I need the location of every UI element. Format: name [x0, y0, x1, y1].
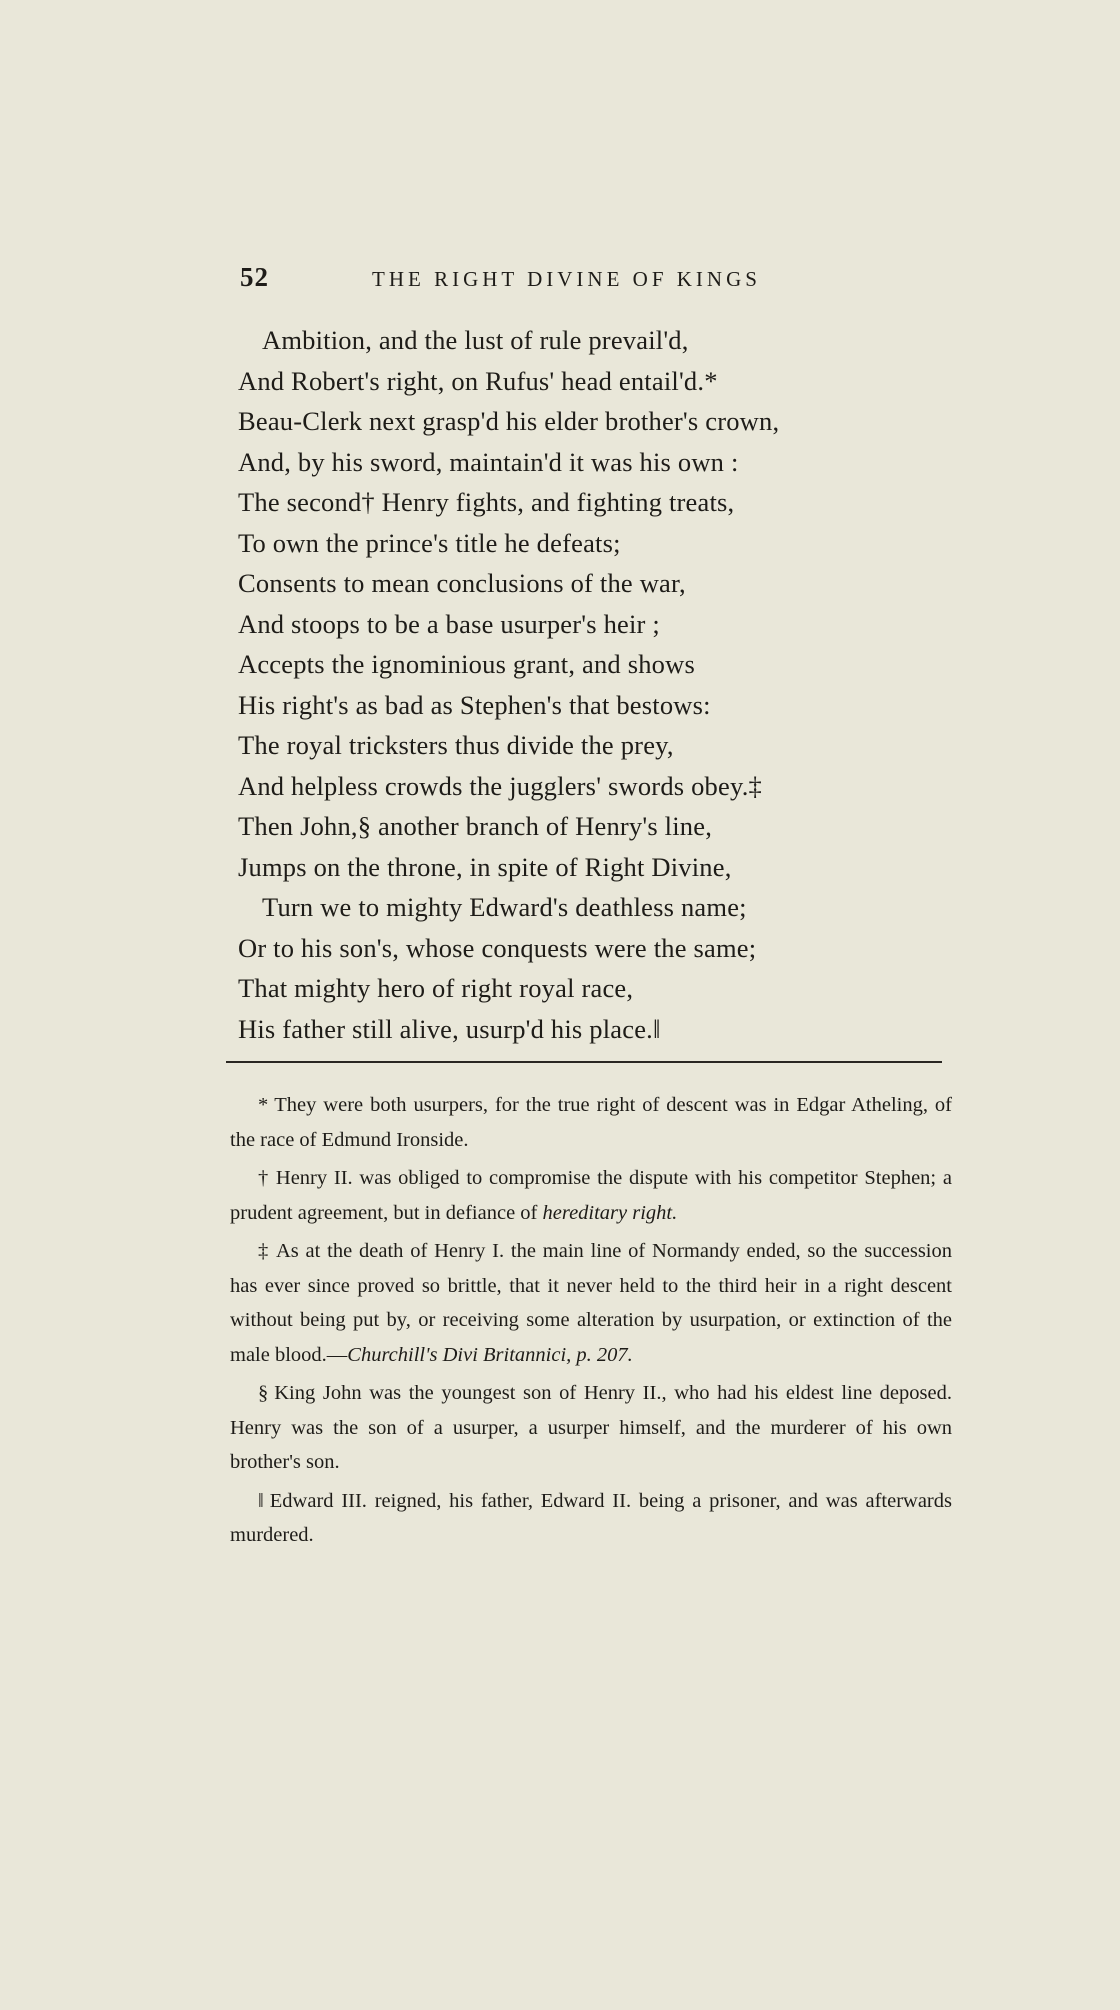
verse-line: Or to his son's, whose conquests were the same; [238, 932, 757, 963]
verse-line: His right's as bad as Stephen's that bestows: [238, 689, 711, 720]
verse-line: Jumps on the throne, in spite of Right Divine, [238, 851, 732, 882]
verse-line: Turn we to mighty Edward's deathless name; [262, 892, 747, 922]
footnotes [230, 1088, 952, 1557]
footnote-italic: hereditary right. [542, 1201, 678, 1224]
footnote [230, 1161, 952, 1230]
footnote [230, 1088, 952, 1157]
poem [238, 320, 938, 1049]
footnote-mark: § [258, 1382, 269, 1404]
verse-line: Accepts the ignominious grant, and shows [238, 649, 695, 679]
footnote-text: King John was the youngest son of Henry II., who had his eldest line deposed. Henry was the son of a usurper, a usurper himself, and the murderer of his own brother's son. [230, 1382, 952, 1473]
footnote [230, 1234, 952, 1372]
verse-line: Then John,§ another branch of Henry's line, [238, 811, 713, 841]
footnote-mark: † [258, 1167, 270, 1189]
verse-line: Beau-Clerk next grasp'd his elder brother's crown, [238, 406, 780, 436]
verse-line: The second† Henry fights, and fighting treats, [238, 487, 735, 517]
running-head [240, 262, 840, 302]
page-number: 52 [240, 262, 269, 292]
footnote-text: As at the death of Henry I. the main line of Normandy ended, so the succession has ever since proved so brittle, that it never held to the third heir in a right descent without being put by, or receiving some alteration by usurpation, or extinction of the male blood.— [230, 1240, 953, 1366]
footnote [230, 1376, 952, 1480]
verse-line: And stoops to be a base usurper's heir ; [238, 608, 660, 639]
footnote-text: Edward III. reigned, his father, Edward II. being a prisoner, and was afterwards murdered. [230, 1489, 952, 1546]
footnote-text: Henry II. was obliged to compromise the dispute with his competitor Stephen; a prudent agreement, but in defiance of [230, 1167, 952, 1224]
footnote-mark: * [258, 1094, 269, 1116]
running-title: THE RIGHT DIVINE OF KINGS [372, 267, 761, 291]
footnote-divider [226, 1061, 942, 1063]
footnote-citation: Churchill's Divi Britannici, p. 207. [347, 1343, 633, 1366]
footnote-mark: ‖ [258, 1489, 264, 1512]
verse-line: The royal tricksters thus divide the prey, [238, 730, 674, 760]
footnote-mark: ‡ [258, 1240, 270, 1262]
verse-line: And helpless crowds the jugglers' swords obey.‡ [238, 770, 762, 801]
footnote [230, 1484, 952, 1553]
verse-line: And Robert's right, on Rufus' head entail'd.* [238, 365, 718, 396]
footnote-text: They were both usurpers, for the true right of descent was in Edgar Atheling, of the race of Edmund Ironside. [230, 1094, 952, 1151]
verse-line: That mighty hero of right royal race, [238, 973, 634, 1003]
verse-line: And, by his sword, maintain'd it was his own : [238, 446, 739, 477]
verse-line: To own the prince's title he defeats; [238, 527, 621, 558]
verse-line: Ambition, and the lust of rule prevail'd, [262, 325, 689, 355]
verse-line: His father still alive, usurp'd his place.‖ [238, 1013, 661, 1044]
verse-line: Consents to mean conclusions of the war, [238, 568, 686, 598]
